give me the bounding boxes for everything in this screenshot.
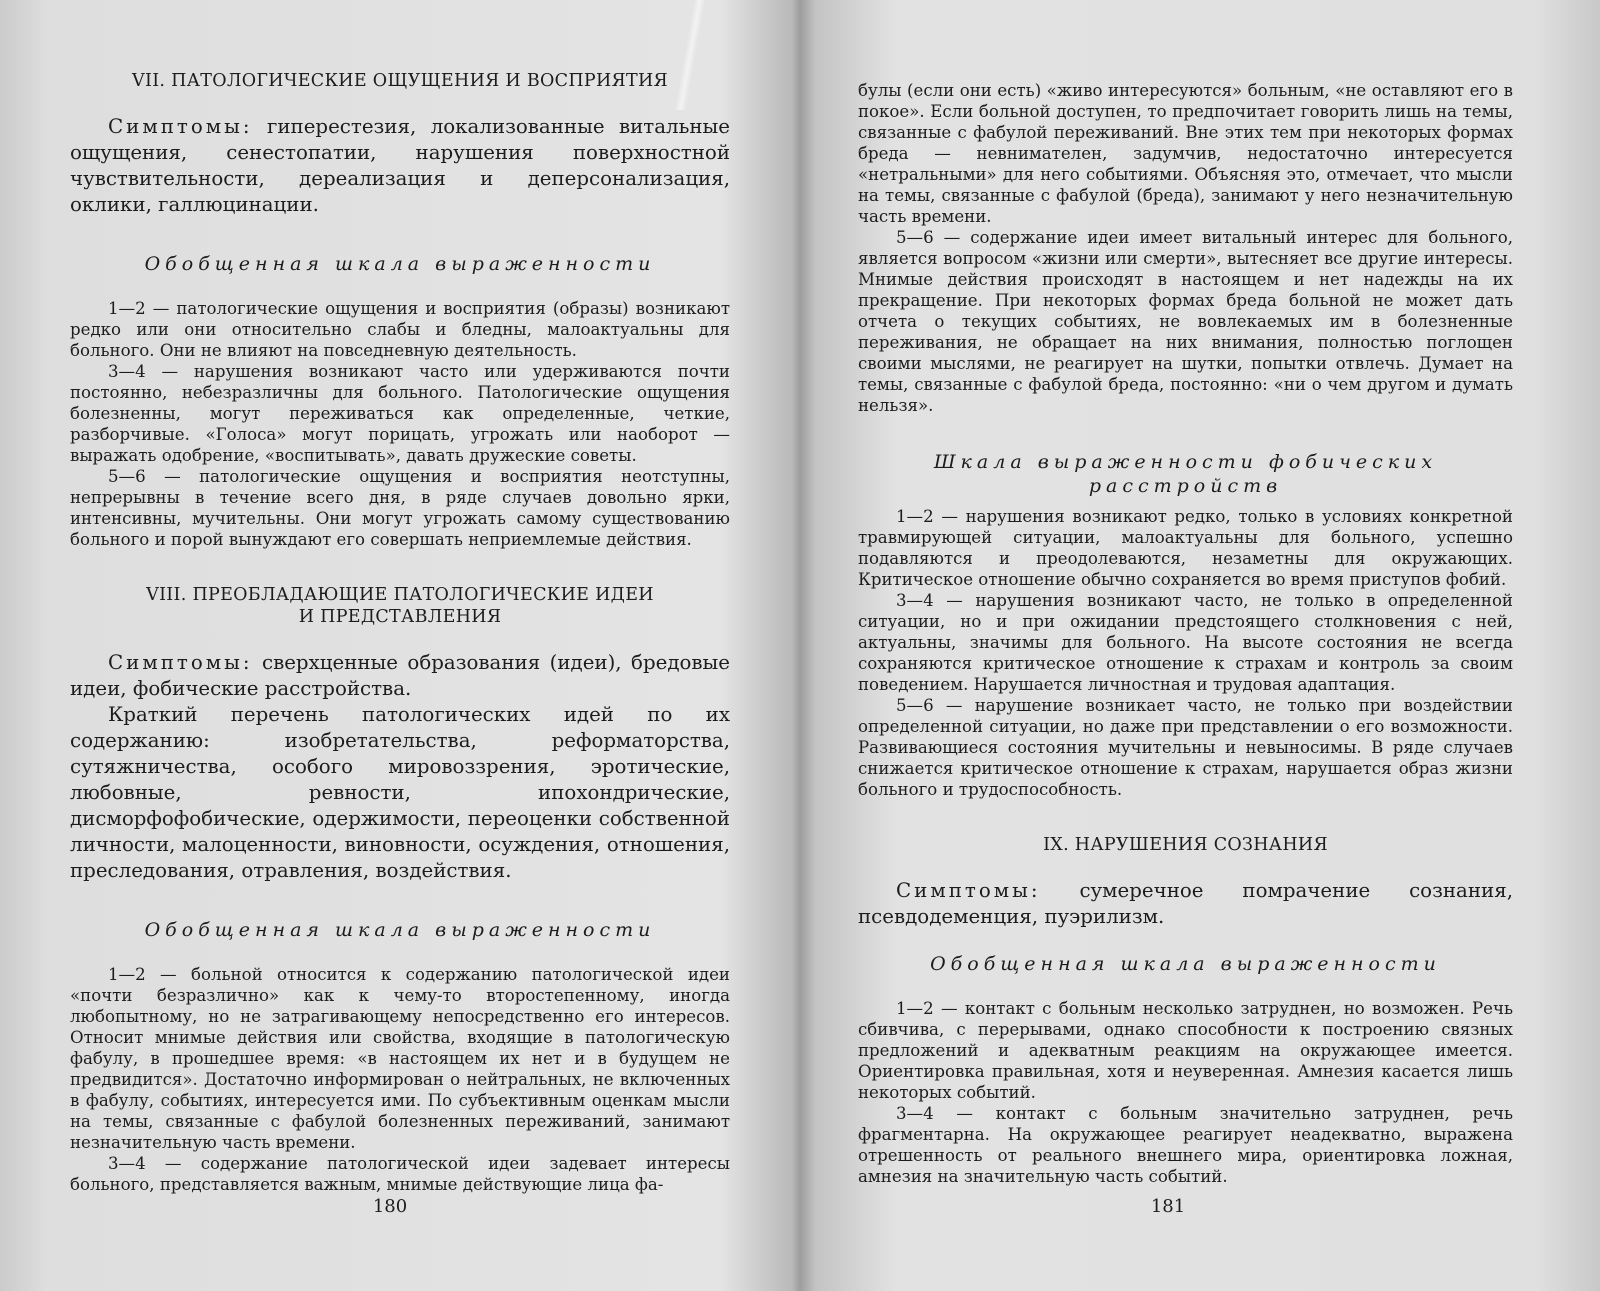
section-8-idea-list: Краткий перечень патологических идей по их содержанию: изобретательства, реформаторства, сутяжничества, особого мировоззрения, эротические, любовные, ревности, ипохондрические, дисморфофобические, одержимости, переоценки собственной личности, малоценности, виновности, осуждения, отношения, преследования, отравления, воздействия. xyxy=(70,703,730,882)
section-8-heading-line1: VIII. ПРЕОБЛАДАЮЩИЕ ПАТОЛОГИЧЕСКИЕ ИДЕИ xyxy=(146,585,654,605)
section-9-scale-title: Обобщенная шкала выраженности xyxy=(930,953,1441,975)
section-8-grade-5-6: 5—6 — содержание идеи имеет витальный интерес для больного, является вопросом «жизни или смерти», вытесняет все другие интересы. Мнимые действия происходят в настоящем и нет надежды на их прекращение. При некоторых формах бреда больной не может дать отчета о текущих событиях, не вовлекаемых им в болезненные переживания, не обращает на них внимания, полностью поглощен своими мыслями, не реагирует на шутки, попытки отвлечь. Думает на темы, связанные с фабулой бреда, постоянно: «ни о чем другом и думать нельзя». xyxy=(858,228,1513,415)
section-7-grade-3-4: 3—4 — нарушения возникают часто или удерживаются почти постоянно, небезразличны для больного. Патологические ощущения болезненны, могут переживаться как определенные, четкие, разборчивые. «Голоса» могут порицать, угрожать или наоборот — выражать одобрение, «воспитывать», давать дружеские советы. xyxy=(70,362,730,465)
section-7-grade-5-6: 5—6 — патологические ощущения и восприятия неотступны, непрерывны в течение всего дня, в ряде случаев довольно ярки, интенсивны, мучительны. Они могут угрожать самому существованию больного и порой вынуждают его совершать неприемлемые действия. xyxy=(70,467,730,549)
section-8-grade-3-4: 3—4 — содержание патологической идеи задевает интересы больного, представляется важным, мнимые действующие лица фа- xyxy=(70,1154,730,1194)
phobic-grade-5-6: 5—6 — нарушение возникает часто, не только при воздействии определенной ситуации, но даже при представлении о его возможности. Развивающиеся состояния мучительны и невыносимы. В ряде случаев снижается критическое отношение к страхам, нарушается образ жизни больного и трудоспособность. xyxy=(858,696,1513,799)
section-8-heading-line2: И ПРЕДСТАВЛЕНИЯ xyxy=(298,607,502,627)
symptoms-text: сверхценные образования (идеи), бредовые идеи, фобические расстройства. xyxy=(70,651,730,700)
left-column xyxy=(70,70,730,1195)
section-9-symptoms xyxy=(858,878,1513,930)
symptoms-text: сумеречное помрачение сознания, псевдодеменция, пуэрилизм. xyxy=(858,879,1513,928)
section-8-scale-title: Обобщенная шкала выраженности xyxy=(144,919,656,941)
section-7-grade-1-2: 1—2 — патологические ощущения и восприятия (образы) возникают редко или они относительно слабы и бледны, малоактуальны для больного. Они не влияют на повседневную деятельность. xyxy=(70,299,730,360)
phobic-scale-title-line2: расстройств xyxy=(1088,475,1283,497)
section-9-grade-3-4: 3—4 — контакт с больным значительно затруднен, речь фрагментарна. На окружающее реагирует неадекватно, выражена отрешенность от реального внешнего мира, ориентировка ложная, амнезия на значительную часть событий. xyxy=(858,1104,1513,1186)
right-column xyxy=(858,80,1513,1187)
phobic-grade-3-4: 3—4 — нарушения возникают часто, не только в определенной ситуации, но и при ожидании предстоящего столкновения с ней, актуальны, значимы для больного. На высоте состояния не всегда сохраняются критическое отношение к страхам и контроль за своим поведением. Нарушается личностная и трудовая адаптация. xyxy=(858,591,1513,694)
symptoms-text: гиперестезия, локализованные витальные ощущения, сенестопатии, нарушения поверхностной чувствительности, дереализация и деперсонализация, оклики, галлюцинации. xyxy=(70,115,730,216)
symptoms-label: Симптомы: xyxy=(896,879,1041,902)
symptoms-label: Симптомы: xyxy=(108,651,253,674)
phobic-scale-title-line1: Шкала выраженности фобических xyxy=(933,451,1438,473)
section-9-grade-1-2: 1—2 — контакт с больным несколько затруднен, но возможен. Речь сбивчива, с перерывами, однако способности к построению связных предложений и адекватным реакциям на окружающее имеется. Ориентировка правильная, хотя и неуверенная. Амнезия касается лишь некоторых событий. xyxy=(858,999,1513,1102)
symptoms-label: Симптомы: xyxy=(108,115,253,138)
phobic-grade-1-2: 1—2 — нарушения возникают редко, только в условиях конкретной травмирующей ситуации, малоактуальны для больного, успешно подавляются и преодолеваются, незаметны для окружающих. Критическое отношение обычно сохраняется во время приступов фобий. xyxy=(858,507,1513,589)
left-page xyxy=(0,0,790,1291)
section-7-scale-title: Обобщенная шкала выраженности xyxy=(144,253,656,275)
section-7-heading: VII. ПАТОЛОГИЧЕСКИЕ ОЩУЩЕНИЯ И ВОСПРИЯТИЯ xyxy=(132,71,668,91)
section-7-symptoms xyxy=(70,114,730,218)
page-number-right: 181 xyxy=(1150,1196,1186,1217)
section-8-grade-1-2: 1—2 — больной относится к содержанию патологической идеи «почти безразлично» как к чему-то второстепенному, иногда любопытному, но не затрагивающему непосредственно его интересов. Относит мнимые действия или свойства, входящие в патологическую фабулу, в прошедшее время: «в настоящем их нет и в будущем не предвидится». Достаточно информирован о нейтральных, не включенных в фабулу, событиях, интересуется ими. По субъективным оценкам мысли на темы, связанные с фабулой болезненных переживаний, занимают незначительную часть времени. xyxy=(70,965,730,1152)
page-number-left: 180 xyxy=(372,1196,408,1217)
right-page xyxy=(800,0,1600,1291)
section-9-heading: IX. НАРУШЕНИЯ СОЗНАНИЯ xyxy=(1043,835,1328,855)
continued-paragraph: булы (если они есть) «живо интересуются» больным, «не оставляют его в покое». Если больной доступен, то предпочитает говорить лишь на темы, связанные с фабулой переживаний. Вне этих тем при некоторых формах бреда — невнимателен, задумчив, недостаточно интересуется «нетральными» для него событиями. Объясняя это, отмечает, что мысли на темы, связанные с фабулой (бреда), занимают у него незначительную часть времени. xyxy=(858,81,1513,226)
section-8-symptoms xyxy=(70,650,730,702)
